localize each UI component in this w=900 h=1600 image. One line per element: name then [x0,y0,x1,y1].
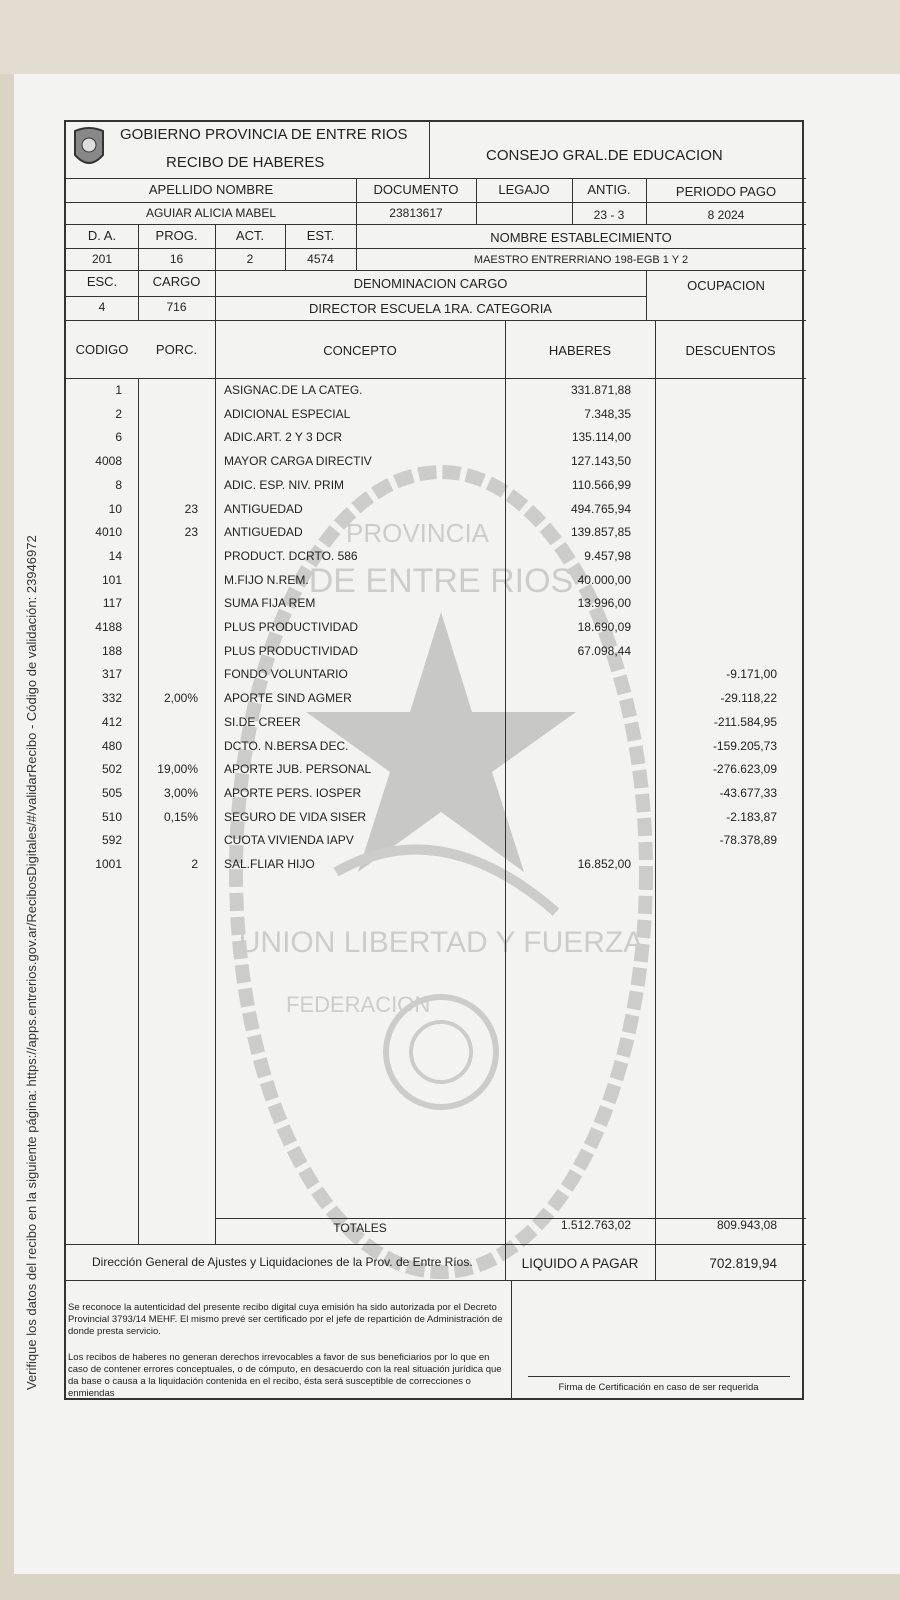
concepto-cell: APORTE JUB. PERSONAL [224,762,372,777]
codigo-cell: 2 [115,406,122,421]
codigo-cell: 4188 [95,620,122,634]
descuentos-cell: -29.118,22 [720,691,777,706]
employee-establecimiento: MAESTRO ENTRERRIANO 198-EGB 1 Y 2 [473,254,689,266]
porc-cell: 2,00% [163,691,198,706]
table-row [66,712,806,736]
descuentos-cell: -78.378,89 [719,833,777,848]
table-row [66,451,806,475]
liquido-value: 702.819,94 [709,1256,777,1271]
codigo-cell: 317 [101,667,122,682]
header-concepto: CONCEPTO [323,343,397,358]
employee-denominacion: DIRECTOR ESCUELA 1RA. CATEGORIA [309,301,552,316]
receipt-form [64,120,804,1400]
porc-cell: 19,00% [157,762,198,777]
table-row [66,380,806,404]
concepto-cell: SAL.FLIAR HIJO [224,857,315,871]
table-row [66,404,806,428]
concepto-cell: SI.DE CREER [224,714,301,729]
concepto-cell: PLUS PRODUCTIVIDAD [224,620,359,634]
porc-cell: 3,00% [163,785,198,800]
concepto-cell: PLUS PRODUCTIVIDAD [224,643,359,658]
validation-side-text: Verifique los datos del recibo en la siguiente página: https://apps.entrerios.gov.ar/RecibosDigitales/#/validarRecibo - Código de validación: 23946972 [24,535,39,1390]
label-cargo: CARGO [152,274,201,289]
porc-cell: 0,15% [163,809,198,824]
codigo-cell: 10 [108,501,122,516]
legal-p2: Los recibos de haberes no generan derechos irrevocables a favor de sus beneficiarios por lo que en caso de contener errores conceptuales, o de cómputo, en desacuerdo con la real situación jurídica que da base o causa a la liquidación contenida en el recibo, ésta será susceptible de correcciones o enmiendas [68,1352,502,1399]
province-crest-icon [71,125,107,173]
concepto-cell: SEGURO DE VIDA SISER [224,809,367,824]
doc-title: RECIBO DE HABERES [166,154,325,171]
firma-label: Firma de Certificación en caso de ser requerida [558,1382,759,1393]
codigo-cell: 502 [101,762,122,777]
haberes-cell: 16.852,00 [577,857,631,871]
table-row [66,570,806,594]
label-prog: PROG. [155,228,198,243]
label-legajo: LEGAJO [498,182,550,197]
employee-est: 4574 [307,252,334,266]
codigo-cell: 4008 [95,454,122,469]
codigo-cell: 1 [115,383,122,397]
haberes-cell: 110.566,99 [571,477,631,492]
table-row [66,830,806,854]
watermark-motto: UNION LIBERTAD Y FUERZA [238,926,644,959]
table-row [66,736,806,760]
gov-title: GOBIERNO PROVINCIA DE ENTRE RIOS [120,126,408,143]
table-row [66,759,806,783]
totales-label: TOTALES [333,1221,387,1235]
table-row [66,783,806,807]
header-descuentos: DESCUENTOS [685,343,776,358]
codigo-cell: 505 [101,785,122,800]
codigo-cell: 510 [101,809,122,824]
employee-cargo: 716 [166,300,187,314]
table-row [66,664,806,688]
descuentos-cell: -276.623,09 [712,762,777,777]
liquido-label: LIQUIDO A PAGAR [521,1256,639,1271]
codigo-cell: 480 [101,738,122,753]
concepto-cell: M.FIJO N.REM. [224,572,309,587]
watermark-arc-text: DE ENTRE RIOS [308,562,574,600]
table-row [66,617,806,641]
codigo-cell: 14 [108,548,122,563]
label-ocupacion: OCUPACION [687,278,765,293]
watermark-left-text: FEDERACION [286,992,431,1017]
table-row [66,499,806,523]
descuentos-cell: -2.183,87 [726,809,777,824]
concepto-cell: SUMA FIJA REM [224,596,316,611]
concepto-cell: ANTIGUEDAD [224,525,303,540]
background-surface [0,0,900,74]
haberes-cell: 67.098,44 [577,643,631,658]
label-act: ACT. [235,228,265,243]
descuentos-cell: -159.205,73 [712,738,777,753]
header-haberes: HABERES [548,343,612,358]
employee-antig: 23 - 3 [593,208,625,222]
concepto-cell: ADIC. ESP. NIV. PRIM [224,477,345,492]
total-haberes: 1.512.763,02 [560,1218,631,1232]
employee-esc: 4 [98,300,106,314]
haberes-cell: 135.114,00 [571,430,631,445]
concepto-cell: ANTIGUEDAD [224,501,303,516]
employee-name: AGUIAR ALICIA MABEL [145,206,277,220]
codigo-cell: 1001 [95,857,122,871]
legal-p1: Se reconoce la autenticidad del presente recibo digital cuya emisión ha sido autorizada por el Decreto Provincial 3793/14 MEHF. El mismo prevé ser certificado por el jefe de repartición de Administración de donde presta servicio. [68,1302,503,1337]
label-est: EST. [306,228,335,243]
codigo-cell: 6 [115,430,122,445]
table-row [66,546,806,570]
table-row [66,641,806,665]
table-row [66,688,806,712]
label-periodo: PERIODO PAGO [675,184,777,199]
header-codigo: CODIGO [75,342,129,357]
porc-cell: 2 [191,857,198,871]
porc-cell: 23 [184,525,198,540]
employee-periodo: 8 2024 [707,208,745,222]
haberes-cell: 139.857,85 [570,525,631,540]
label-denominacion: DENOMINACION CARGO [353,276,508,291]
label-apellido: APELLIDO NOMBRE [148,182,274,197]
watermark-top-text: PROVINCIA [346,518,490,548]
concepto-cell: ADIC.ART. 2 Y 3 DCR [224,430,343,445]
codigo-cell: 4010 [95,525,122,540]
council-title: CONSEJO GRAL.DE EDUCACION [486,147,723,164]
codigo-cell: 8 [115,477,122,492]
concepto-cell: APORTE SIND AGMER [224,691,352,706]
haberes-cell: 40.000,00 [577,572,631,587]
label-nombre-est: NOMBRE ESTABLECIMIENTO [490,230,672,245]
table-row [66,427,806,451]
direccion-text: Dirección General de Ajustes y Liquidaciones de la Prov. de Entre Ríos. [92,1255,473,1269]
total-descuentos: 809.943,08 [716,1218,777,1232]
table-row [66,475,806,499]
label-da: D. A. [87,228,117,243]
haberes-cell: 127.143,50 [570,454,631,469]
concepto-cell: MAYOR CARGA DIRECTIV [224,454,372,469]
header-porc: PORC. [155,342,198,357]
label-documento: DOCUMENTO [373,182,459,197]
codigo-cell: 412 [101,714,122,729]
codigo-cell: 117 [102,596,122,611]
codigo-cell: 592 [101,833,122,848]
haberes-cell: 494.765,94 [570,501,631,516]
concepto-cell: DCTO. N.BERSA DEC. [224,738,349,753]
concepto-cell: CUOTA VIVIENDA IAPV [224,833,354,848]
porc-cell: 23 [184,501,198,516]
table-row [66,854,806,878]
label-esc: ESC. [86,274,118,289]
employee-documento: 23813617 [389,206,443,220]
label-antig: ANTIG. [587,182,631,197]
descuentos-cell: -211.584,95 [713,714,777,729]
employee-act: 2 [246,252,254,266]
table-row [66,522,806,546]
concepto-cell: ADICIONAL ESPECIAL [224,406,351,421]
concepto-cell: PRODUCT. DCRTO. 586 [224,548,358,563]
concepto-cell: APORTE PERS. IOSPER [224,785,362,800]
descuentos-cell: -43.677,33 [719,785,777,800]
codigo-cell: 332 [101,691,122,706]
employee-da: 201 [91,252,113,266]
haberes-cell: 331.871,88 [570,383,631,397]
descuentos-cell: -9.171,00 [726,667,777,682]
codigo-cell: 188 [101,643,122,658]
codigo-cell: 101 [101,572,122,587]
haberes-cell: 13.996,00 [577,596,631,611]
concepto-cell: FONDO VOLUNTARIO [224,667,348,682]
haberes-cell: 9.457,98 [584,548,631,563]
haberes-cell: 18.690,09 [577,620,631,634]
concepto-cell: ASIGNAC.DE LA CATEG. [224,383,363,397]
table-row [66,593,806,617]
haberes-cell: 7.348,35 [584,406,631,421]
employee-prog: 16 [169,252,184,266]
table-row [66,807,806,831]
